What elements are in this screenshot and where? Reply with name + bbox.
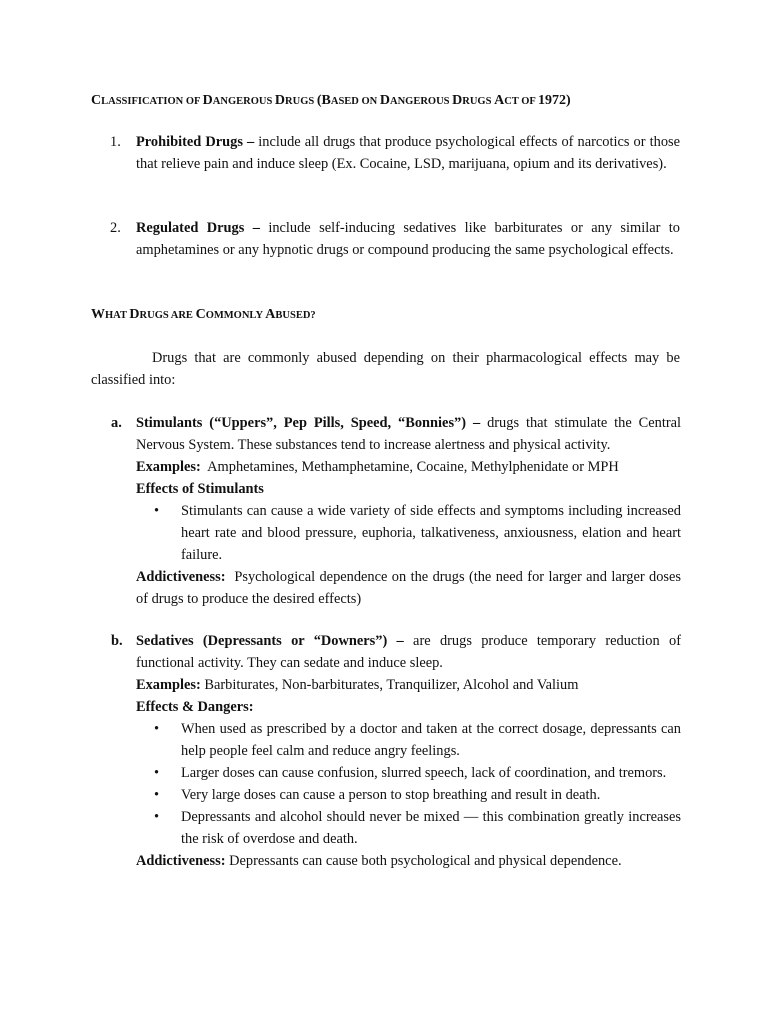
- list-number: 2.: [110, 220, 121, 236]
- bullet-item: [136, 784, 681, 806]
- numbered-item-regulated: [110, 217, 680, 261]
- letter-item-body: [136, 630, 681, 872]
- bullet-text: When used as prescribed by a doctor and taken at the correct dosage, depressants can help people feel calm and reduce angry feelings.: [181, 721, 681, 759]
- letter-item-sedatives: [111, 630, 681, 872]
- heading-cap: (B: [316, 93, 331, 108]
- heading-cap: C: [91, 93, 102, 108]
- list-number: 1.: [110, 134, 121, 150]
- bullet-item: [136, 806, 681, 850]
- addictiveness-label: Addictiveness:: [136, 853, 226, 869]
- list-letter: b.: [111, 633, 123, 649]
- heading-cap: D: [202, 93, 213, 108]
- definition-text: include all drugs that produce psychological effects of narcotics or those that relieve pain and induce sleep (Ex. Cocaine, LSD, marijuana, opium and its derivatives).: [136, 134, 680, 172]
- numbered-item-prohibited: [110, 131, 680, 175]
- examples-text: Amphetamines, Methamphetamine, Cocaine, Methylphenidate or MPH: [200, 459, 619, 475]
- heading-smallcaps: RUGS: [462, 96, 495, 107]
- section-heading-classification: [91, 90, 571, 113]
- heading-smallcaps: ANGEROUS: [390, 96, 453, 107]
- bullet-text: Very large doses can cause a person to stop breathing and result in death.: [181, 787, 601, 803]
- effects-label: Effects & Dangers:: [136, 699, 254, 715]
- heading-cap: D: [129, 307, 140, 322]
- heading-smallcaps: ANGEROUS: [212, 96, 275, 107]
- heading-cap: D: [274, 93, 286, 108]
- bullet-icon: •: [154, 787, 160, 803]
- heading-cap: D: [452, 93, 463, 108]
- heading-cap: W: [91, 307, 105, 322]
- list-letter: a.: [111, 415, 122, 431]
- examples-text: Barbiturates, Non-barbiturates, Tranquilizer, Alcohol and Valium: [200, 677, 579, 693]
- bullet-text: Stimulants can cause a wide variety of side effects and symptoms including increased heart rate and blood pressure, euphoria, talkativeness, anxiousness, elation and heart failure.: [181, 503, 681, 563]
- letter-item-body: [136, 412, 685, 610]
- definition-text: are drugs produce temporary reduction of functional activity. They can sedate and induce sleep.: [136, 633, 681, 671]
- bullet-text: Depressants and alcohol should never be mixed — this combination greatly increases the risk of overdose and death.: [181, 809, 681, 847]
- heading-cap: A: [265, 307, 276, 322]
- addictiveness-text: Psychological dependence on the drugs (the need for larger and larger doses of drugs to produce the desired effects): [136, 569, 685, 607]
- heading-smallcaps: RUGS ARE: [139, 310, 196, 321]
- addictiveness-text: Depressants can cause both psychological and physical dependence.: [225, 853, 622, 869]
- heading-cap: C: [195, 307, 206, 322]
- numbered-item-body: [136, 131, 680, 175]
- heading-smallcaps: ASED ON: [330, 96, 380, 107]
- bullet-text: Larger doses can cause confusion, slurred speech, lack of coordination, and tremors.: [181, 765, 667, 781]
- intro-paragraph: Drugs that are commonly abused depending on their pharmacological effects may be classified into:: [91, 350, 680, 388]
- effects-bullet-list: [136, 718, 681, 850]
- term-regulated-drugs: Regulated Drugs –: [136, 220, 260, 236]
- heading-smallcaps: HAT: [105, 310, 130, 321]
- bullet-icon: •: [154, 503, 160, 519]
- bullet-icon: •: [154, 721, 160, 737]
- examples-label: Examples:: [136, 459, 201, 475]
- bullet-item: [136, 500, 681, 566]
- effects-label: Effects of Stimulants: [136, 481, 264, 497]
- letter-item-stimulants: [111, 412, 685, 610]
- heading-smallcaps: CT OF: [504, 96, 539, 107]
- numbered-item-body: [136, 217, 680, 261]
- definition-text: include self-inducing sedatives like barbiturates or any similar to amphetamines or any hypnotic drugs or compound producing the same psychological effects.: [136, 220, 680, 258]
- heading-smallcaps: LASSIFICATION OF: [101, 96, 203, 107]
- heading-cap: D: [379, 93, 390, 108]
- term-sedatives: Sedatives (Depressants or “Downers”) –: [136, 633, 404, 649]
- definition-text: drugs that stimulate the Central Nervous System. These substances tend to increase alertness and physical activity.: [136, 415, 681, 453]
- term-stimulants: Stimulants (“Uppers”, Pep Pills, Speed, “Bonnies”) –: [136, 415, 481, 431]
- heading-smallcaps: RUGS: [285, 96, 317, 107]
- heading-smallcaps: OMMONLY: [205, 310, 266, 321]
- bullet-icon: •: [154, 809, 160, 825]
- examples-label: Examples:: [136, 677, 201, 693]
- heading-cap: A: [494, 93, 505, 108]
- heading-smallcaps: BUSED?: [275, 310, 316, 321]
- effects-bullet-list: [136, 500, 681, 566]
- term-prohibited-drugs: Prohibited Drugs –: [136, 134, 255, 150]
- bullet-icon: •: [154, 765, 160, 781]
- bullet-item: [136, 718, 681, 762]
- section-heading-commonly-abused: [91, 304, 316, 327]
- heading-cap: 1972): [538, 93, 571, 108]
- bullet-item: [136, 762, 681, 784]
- addictiveness-label: Addictiveness:: [136, 569, 226, 585]
